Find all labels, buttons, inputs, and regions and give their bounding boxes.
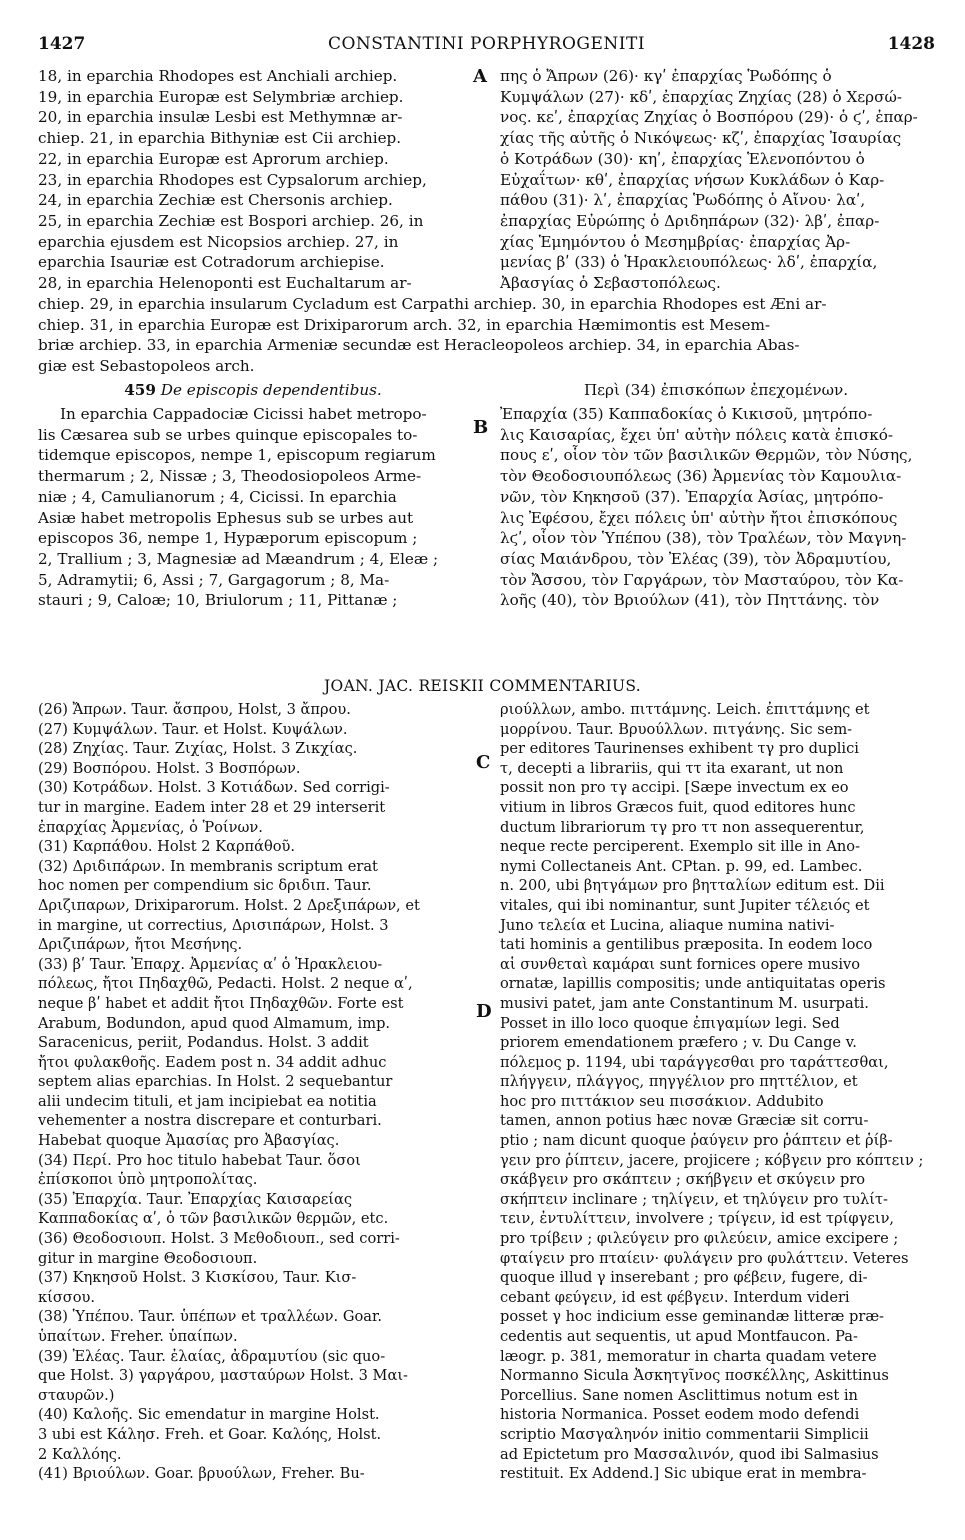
text-line: πης ὁ Ἄπρων (26)· κγʹ ἐπαρχίας Ῥωδόπης ὁ [500,67,832,85]
note-line: restituit. Ex Addend.] Sic ubique erat in membra- [500,1465,867,1483]
text-line: 2, Trallium ; 3, Magnesiæ ad Mæandrum ; 4, Eleæ ; [38,549,439,568]
text-line: In eparchia Cappadociæ Cicissi habet metropo- [60,405,427,423]
note-line: gitur in margine Θεοδοσιουπ. [38,1249,258,1267]
note-line: historia Normanica. Posset eodem modo defendi [500,1406,860,1424]
note-line: n. 200, ubi βητγάμων pro βητταλίων editum est. Dii [500,877,885,895]
note-line: (38) Ὑπέπου. Taur. ὑπέπων et τραλλέων. Goar. [38,1308,382,1326]
note-line: μορρίνου. Taur. Βρυούλλων. πιτγάνης. Sic sem- [500,720,853,738]
text-line: λοῆς (40), τὸν Βριούλων (41), τὸν Πηττάνης. τὸν [500,591,880,610]
note-line: per editores Taurinenses exhibent τγ pro duplici [500,740,859,758]
note-line: ριούλλων, ambo. πιττάμνης. Leich. ἐπιττάμνης et [500,701,870,718]
text-line: stauri ; 9, Caloæ; 10, Briulorum ; 11, Pittanæ ; [38,591,398,610]
text-line: ὁ Κοτράδων (30)· κηʹ, ἐπαρχίας Ἑλενοπόντου ὁ [500,149,865,168]
text-line: 22, in eparchia Europæ est Aprorum archiep. [38,149,389,168]
note-line: vehementer a nostra discrepare et conturbari. [38,1112,382,1130]
note-line: septem alias eparchias. In Holst. 2 sequebantur [38,1073,393,1091]
text-line: eparchia ejusdem est Nicopsios archiep. 27, in [38,232,399,251]
note-line: priorem emendationem præfero ; v. Du Cange v. [500,1034,857,1052]
note-line: σκήπτειν inclinare ; τηλίγειν, et τηλύγειν pro τυλίτ- [500,1190,888,1208]
note-line: musivi patet, jam ante Constantinum M. usurpati. [500,994,869,1012]
note-line: pro τρίβειν ; φιλεύγειν pro φιλεύειν, amice excipere ; [500,1230,899,1248]
section-title-greek: Περὶ (34) ἐπισκόπων ἐπεχομένων. [583,381,849,399]
text-line: chiep. 29, in eparchia insularum Cycladum est Carpathi archiep. 30, in eparchia Rhodopes est Æni ar- [38,295,827,313]
note-line: 2 Καλλόης. [38,1445,122,1463]
text-line: λις Ἐφέσου, ἔχει πόλεις ὑπ' αὐτὴν ἤτοι ἐπισκόπους [500,508,898,527]
note-line: ὑπαίτων. Freher. ὑπαίπων. [38,1328,238,1345]
note-line: 3 ubi est Κάλησ. Freh. et Goar. Καλόης, Holst. [38,1425,382,1443]
note-line: ductum librariorum τγ pro ττ non assequerentur, [500,818,865,836]
note-line: γειν pro ῥίπτειν, jacere, projicere ; κόβγειν pro κόπτειν ; [500,1151,924,1169]
text-line: chiep. 31, in eparchia Europæ est Drixiparorum arch. 32, in eparchia Hæmimontis est Mesem- [38,315,770,334]
section-heading-greek [500,380,932,401]
note-line: hoc nomen per compendium sic δριδιπ. Taur. [38,877,372,895]
note-line: Saracenicus, periit, Podandus. Holst. 3 addit [38,1034,369,1052]
note-line: (30) Κοτράδων. Holst. 3 Κοτιάδων. Sed corrigi- [38,779,390,797]
note-line: (26) Ἄπρων. Taur. ἄσπρου, Holst, 3 ἄπρου. [38,701,351,718]
text-line: νος. κεʹ, ἐπαρχίας Ζηχίας ὁ Βοσπόρου (29)· ὁ ϛʹ, ἐπαρ- [500,108,918,127]
notes-left-column [38,700,468,1484]
note-line: tati hominis a gentilibus præposita. In eodem loco [500,936,873,954]
text-line: σίας Μαιάνδρου, τὸν Ἐλέας (39), τὸν Ἀδραμυτίου, [500,549,892,568]
note-line: Porcellius. Sane nomen Asclittimus notum est in [500,1386,858,1404]
text-line: 18, in eparchia Rhodopes est Anchiali archiep. [38,67,398,85]
notes-right-column [500,700,932,1484]
note-line: Posset in illo loco quoque ἐπιγαμίων legi. Sed [500,1014,840,1032]
note-line: πόλεμος p. 1194, ubi ταράγγεσθαι pro ταράττεσθαι, [500,1053,889,1071]
text-line: episcopos 36, nempe 1, Hypæporum episcopum ; [38,529,418,548]
left-page-number: 1427 [38,34,86,54]
note-line: que Holst. 3) γαργάρου, μασταύρων Holst. 3 Μαι- [38,1367,408,1385]
margin-marker-b: B [473,417,489,438]
text-line: briæ archiep. 33, in eparchia Armeniæ secundæ est Heracleopoleos archiep. 34, in eparchia Abas- [38,336,800,355]
text-line: χίας Ἑμημόντου ὁ Μεσημβρίας· ἐπαρχίας Ἀρ- [500,232,851,251]
text-line: μενίας βʹ (33) ὁ Ἡρακλειουπόλεως· λδʹ, ἐπαρχία, [500,253,878,272]
note-line: τειν, ἐντυλίττειν, involvere ; τρίγειν, id est τρίφγειν, [500,1210,895,1228]
text-line: 5, Adramytii; 6, Assi ; 7, Gargagorum ; 8, Ma- [38,570,390,589]
text-line: Κυμψάλων (27)· κδʹ, ἐπαρχίας Ζηχίας (28) ὁ Χερσώ- [500,87,902,106]
note-line: σταυρῶν.) [38,1386,115,1404]
note-line: in margine, ut correctius, Δρισιπάρων, Holst. 3 [38,916,389,934]
note-line: læogr. p. 381, memoratur in charta quadam vetere [500,1347,877,1365]
text-line: 23, in eparchia Rhodopes est Cypsalorum archiep, [38,170,427,189]
text-line: πάθου (31)· λʹ, ἐπαρχίας Ῥωδόπης ὁ Αἴνου· λαʹ, [500,191,866,210]
latin-text-fullwidth [38,294,932,377]
right-page-number: 1428 [887,34,935,54]
note-line: cebant φεύγειν, id est φέβγειν. Interdum videri [500,1288,850,1306]
text-line: 19, in eparchia Europæ est Selymbriæ archiep. [38,87,404,106]
note-line: (37) Κηκησοῦ Holst. 3 Κισκίσου, Taur. Κισ- [38,1269,357,1287]
text-line: thermarum ; 2, Nissæ ; 3, Theodosiopoleos Arme- [38,467,422,486]
note-line: (33) βʹ Taur. Ἐπαρχ. Ἀρμενίας αʹ ὁ Ἡρακλειου- [38,955,383,973]
text-line: χίας τῆς αὐτῆς ὁ Νικόψεως· κζʹ, ἐπαρχίας Ἰσαυρίας [500,129,902,148]
note-line: tamen, annon potius hæc novæ Græciæ sit corru- [500,1112,869,1130]
note-line: (32) Δριδιπάρων. In membranis scriptum erat [38,857,378,875]
note-line: πλήγγειν, πλάγγος, πηγγέλιον pro πηττέλιον, et [500,1073,858,1091]
text-line: 25, in eparchia Zechiæ est Bospori archiep. 26, in [38,211,424,230]
text-line: τὸν Θεοδοσιουπόλεως (36) Ἀρμενίας τὸν Καμουλια- [500,467,902,486]
note-line: τ, decepti a librariis, qui ττ ita exarant, ut non [500,759,844,777]
note-line: πόλεως, ἤτοι Πηδαχθῶ, Pedacti. Holst. 2 neque αʹ, [38,975,413,993]
note-line: Δριζιπάρων, ἤτοι Μεσήνης. [38,936,243,954]
text-line: νῶν, τὸν Κηκησοῦ (37). Ἐπαρχία Ἀσίας, μητρόπο- [500,487,884,506]
note-line: σκάβγειν pro σκάπτειν ; σκήβγειν et σκύγειν pro [500,1171,866,1189]
note-line: ἐπίσκοποι ὑπὸ μητροπολίτας. [38,1171,258,1189]
latin-text-top [38,66,468,294]
note-line: (34) Περί. Pro hoc titulo habebat Taur. ὅσοι [38,1151,361,1169]
greek-text-top [500,66,932,294]
section-heading-latin [38,380,468,401]
note-line: Δριζιπαρων, Drixiparorum. Holst. 2 Δρεξιπάρων, et [38,896,420,914]
note-line: (31) Καρπάθου. Holst 2 Καρπάθοῦ. [38,838,296,856]
running-header [38,34,935,58]
latin-text-mid [38,404,468,611]
text-line: Asiæ habet metropolis Ephesus sub se urbes aut [38,508,414,527]
text-line: Εὐχαΐτων· κθʹ, ἐπαρχίας νήσων Κυκλάδων ὁ Καρ- [500,170,885,189]
note-line: Normanno Sicula Ἀσκητγῖνος ποσκέλλης, Askittinus [500,1367,889,1385]
note-line: αἱ συνθεταὶ καμάραι sunt fornices opere musivo [500,955,861,973]
note-line: φταίγειν pro πταίειν· φυλάγειν pro φυλάττειν. Veteres [500,1249,909,1267]
section-title: De episcopis dependentibus. [160,381,382,399]
note-line: Juno τελεία et Lucina, aliaque numina nativi- [500,916,835,934]
text-line: Ἐπαρχία (35) Καππαδοκίας ὁ Κικισοῦ, μητρόπο- [500,405,873,423]
note-line: (41) Βριούλων. Goar. βρυούλων, Freher. Bu- [38,1465,365,1483]
text-line: λις Καισαρίας, ἔχει ὑπ' αὐτὴν πόλεις κατὰ ἐπισκό- [500,425,894,444]
note-line: nymi Collectaneis Ant. CPtan. p. 99, ed. Lambec. [500,857,863,875]
text-line: 28, in eparchia Helenoponti est Euchaltarum ar- [38,274,412,293]
note-line: hoc pro πιττάκιον seu πισσάκιον. Addubito [500,1092,824,1110]
text-line: πους εʹ, οἷον τὸν τῶν βασιλικῶν Θερμῶν, τὸν Νύσης, [500,446,913,465]
note-line: (29) Βοσπόρου. Holst. 3 Βοσπόρων. [38,759,301,777]
text-line: eparchia Isauriæ est Cotradorum archiepise. [38,253,385,272]
note-line: (36) Θεοδοσιουπ. Holst. 3 Μεθοδιουπ., sed corri- [38,1230,400,1248]
text-line: giæ est Sebastopoleos arch. [38,357,255,376]
text-line: λϛʹ, οἷον τὸν Ὑπέπου (38), τὸν Τραλέων, τὸν Μαγνη- [500,529,907,548]
note-line: posset γ hoc indicium esse geminandæ litteræ præ- [500,1308,884,1326]
greek-text-mid [500,404,932,611]
text-line: niæ ; 4, Camulianorum ; 4, Cicissi. In eparchia [38,487,397,506]
note-line: neque βʹ habet et addit ἤτοι Πηδαχθῶν. Forte est [38,994,404,1012]
note-line: κίσσου. [38,1288,96,1306]
note-line: Καππαδοκίας αʹ, ὁ τῶν βασιλικῶν θερμῶν, etc. [38,1210,389,1228]
running-title: CONSTANTINI PORPHYROGENITI [327,34,646,54]
text-line: chiep. 21, in eparchia Bithyniæ est Cii archiep. [38,129,402,148]
text-line: 24, in eparchia Zechiæ est Chersonis archiep. [38,191,393,210]
section-number: 459 [124,381,156,399]
text-line: ἐπαρχίας Εὐρώπης ὁ Δριδηπάρων (32)· λβʹ, ἐπαρ- [500,211,880,230]
note-line: Habebat quoque Ἀμασίας pro Ἀβασγίας. [38,1132,340,1150]
note-line: (28) Ζηχίας. Taur. Ζιχίας, Holst. 3 Ζικχίας. [38,740,358,758]
note-line: ἐπαρχίας Ἀρμενίας, ὁ Ῥοίνων. [38,818,263,836]
note-line: vitales, qui ibi nominantur, sunt Jupiter τέλειός et [500,896,870,914]
margin-marker-c: C [476,752,491,773]
text-line: 20, in eparchia insulæ Lesbi est Methymnæ ar- [38,108,403,127]
note-line: cedentis aut sequentis, ut apud Montfaucon. Pa- [500,1328,858,1345]
note-line: (27) Κυμψάλων. Taur. et Holst. Κυψάλων. [38,720,348,738]
note-line: ornatæ, lapillis compositis; unde antiquitatas operis [500,975,886,993]
note-line: tur in margine. Eadem inter 28 et 29 interserit [38,798,386,816]
note-line: quoque illud γ inserebant ; pro φέβειν, fugere, di- [500,1269,868,1287]
note-line: ἤτοι φυλακθοῆς. Eadem post n. 34 addit adhuc [38,1053,387,1071]
text-line: lis Cæsarea sub se urbes quinque episcopales to- [38,425,418,444]
note-line: (35) Ἐπαρχία. Taur. Ἐπαρχίας Καισαρείας [38,1190,353,1208]
note-line: vitium in libros Græcos fuit, quod editores hunc [500,798,856,816]
text-line: Ἀβασγίας ὁ Σεβαστοπόλεως. [500,274,721,293]
note-line: (40) Καλοῆς. Sic emendatur in margine Holst. [38,1406,380,1424]
note-line: Arabum, Bodundon, apud quod Almamum, imp. [38,1014,391,1032]
note-line: alii undecim tituli, et jam incipiebat ea notitia [38,1092,377,1110]
note-line: ad Epictetum pro Μασσαλινόν, quod ibi Salmasius [500,1445,879,1463]
note-line: (39) Ἐλέας. Taur. ἐλαίας, ἀδραμυτίου (sic quo- [38,1347,386,1365]
margin-marker-a: A [473,66,487,87]
text-line: τὸν Ἄσσου, τὸν Γαργάρων, τὸν Μασταύρου, τὸν Κα- [500,570,904,589]
commentary-title: JOAN. JAC. REISKII COMMENTARIUS. [324,677,641,695]
text-line: tidemque episcopos, nempe 1, episcopum regiarum [38,446,436,465]
note-line: neque recte perciperent. Exemplo sit ille in Ano- [500,838,860,856]
note-line: possit non pro τγ accipi. [Sæpe invectum ex eo [500,779,849,797]
note-line: ptio ; nam dicunt quoque ῥαύγειν pro ῥάπτειν et ῥίβ- [500,1132,893,1150]
margin-marker-d: D [476,1001,492,1022]
note-line: scriptio Μασγαληνόν initio commentarii Simplicii [500,1425,869,1443]
